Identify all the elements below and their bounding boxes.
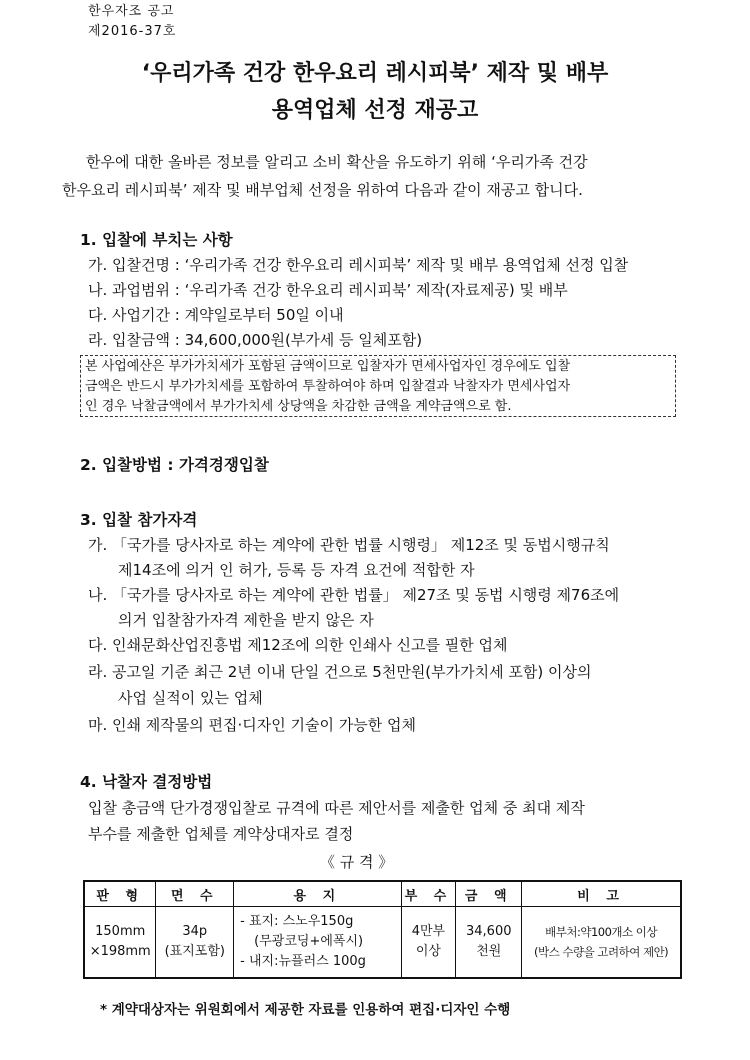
section1-item: 다. 사업기간 : 계약일로부터 50일 이내: [88, 306, 344, 324]
section3-item: 다. 인쇄문화산업진흥법 제12조에 의한 인쇄사 신고를 필한 업체: [88, 636, 508, 654]
col-header-copies: 부 수: [401, 881, 456, 907]
col-header-paper: 용 지: [234, 881, 401, 907]
section2-heading: 2. 입찰방법 : 가격경쟁입찰: [80, 456, 269, 474]
col-header-remarks: 비 고: [522, 881, 681, 907]
col-header-size: 판 형: [84, 881, 156, 907]
footer-note: * 계약대상자는 위원회에서 제공한 자료를 인용하여 편집·디자인 수행: [100, 1002, 511, 1018]
vat-note-line: 금액은 반드시 부가가치세를 포함하여 투찰하여야 하며 입찰결과 낙찰자가 면세사업자: [85, 379, 571, 394]
section3-item: 마. 인쇄 제작물의 편집·디자인 기술이 가능한 업체: [88, 716, 416, 734]
section1-item: 라. 입찰금액 : 34,600,000원(부가세 등 일체포함): [88, 331, 423, 349]
vat-note-line: 본 사업예산은 부가가치세가 포함된 금액이므로 입찰자가 면세사업자인 경우에도 입찰: [85, 359, 571, 374]
vat-note-line: 인 경우 낙찰금액에서 부가가치세 상당액을 차감한 금액을 계약금액으로 함.: [85, 399, 512, 414]
header-org: 한우자조 공고: [88, 4, 175, 19]
section4-line1: 입찰 총금액 단가경쟁입찰로 규격에 따른 제안서를 제출한 업체 중 최대 제작: [88, 799, 585, 817]
section1-item: 나. 과업범위 : ‘우리가족 건강 한우요리 레시피북’ 제작(자료제공) 및 배부: [88, 281, 568, 299]
intro-line1: 한우에 대한 올바른 정보를 알리고 소비 확산을 유도하기 위해 ‘우리가족 건강: [86, 153, 588, 171]
cell-pages: 34p (표지포함): [156, 907, 234, 979]
cell-amount: 34,600 천원: [456, 907, 522, 979]
table-row: [84, 907, 681, 979]
vat-note-box: [80, 355, 676, 417]
section3-item: 가. 「국가를 당사자로 하는 계약에 관한 법률 시행령」 제12조 및 동법시행규칙: [88, 536, 610, 554]
header-number: 제2016-37호: [88, 24, 177, 39]
spec-table-header-row: [84, 881, 681, 907]
page-title-line2: 용역업체 선정 재공고: [271, 98, 479, 123]
spec-title: 《 규 격 》: [320, 853, 394, 871]
section3-item-cont: 사업 실적이 있는 업체: [118, 689, 263, 707]
section3-item: 나. 「국가를 당사자로 하는 계약에 관한 법률」 제27조 및 동법 시행령 제76조에: [88, 586, 620, 604]
section3-heading: 3. 입찰 참가자격: [80, 511, 198, 529]
cell-paper: - 표지: 스노우150g (무광코딩+에폭시) - 내지:뉴플러스 100g: [234, 907, 401, 979]
section4-line2: 부수를 제출한 업체를 계약상대자로 결정: [88, 825, 354, 843]
section3-item-cont: 의거 입찰참가자격 제한을 받지 않은 자: [118, 611, 374, 629]
page-title-line1: ‘우리가족 건강 한우요리 레시피북’ 제작 및 배부: [141, 61, 609, 86]
section3-item: 라. 공고일 기준 최근 2년 이내 단일 건으로 5천만원(부가가치세 포함) 이상의: [88, 663, 592, 681]
section1-item: 가. 입찰건명 : ‘우리가족 건강 한우요리 레시피북’ 제작 및 배부 용역업체 선정 입찰: [88, 256, 629, 274]
intro-line2: 한우요리 레시피북’ 제작 및 배부업체 선정을 위하여 다음과 같이 재공고 합니다.: [62, 181, 583, 199]
col-header-amount: 금 액: [456, 881, 522, 907]
cell-remarks: 배부처:약100개소 이상 (박스 수량을 고려하여 제안): [522, 907, 681, 979]
cell-size: 150mm ×198mm: [84, 907, 156, 979]
col-header-pages: 면 수: [156, 881, 234, 907]
section1-heading: 1. 입찰에 부치는 사항: [80, 231, 233, 249]
section3-item-cont: 제14조에 의거 인 허가, 등록 등 자격 요건에 적합한 자: [118, 561, 475, 579]
cell-copies: 4만부 이상: [401, 907, 456, 979]
spec-table: [83, 880, 682, 979]
section4-heading: 4. 낙찰자 결정방법: [80, 773, 213, 791]
